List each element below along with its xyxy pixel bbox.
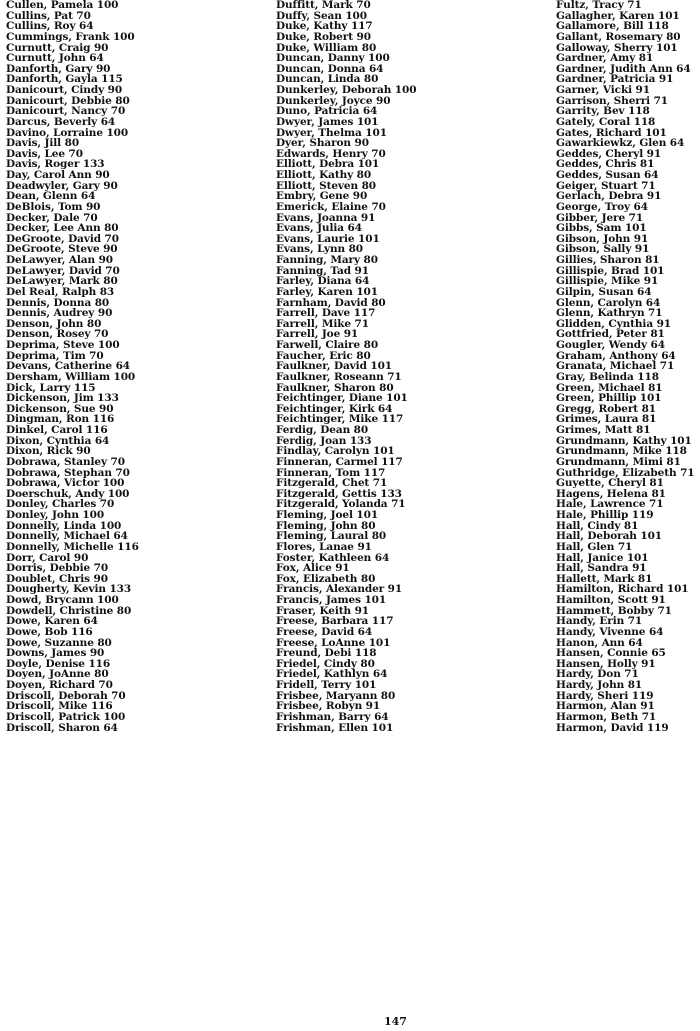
index-entry: Dorr, Carol 90 [6, 551, 89, 564]
index-entry: Hall, Glen 71 [556, 540, 633, 553]
index-entry: Guthridge, Elizabeth 71 [556, 466, 695, 479]
index-entry: Danicourt, Debbie 80 [6, 94, 130, 107]
index-entry: DeGroote, Steve 90 [6, 243, 118, 256]
index-entry: Cullins, Pat 70 [6, 9, 91, 22]
index-entry: Duno, Patricia 64 [276, 105, 378, 118]
index-entry: Edwards, Henry 70 [276, 147, 386, 160]
index-entry: Duffy, Sean 100 [276, 9, 367, 22]
index-entry: Dwyer, James 101 [276, 115, 379, 128]
index-entry: Freese, LoAnne 101 [276, 636, 391, 649]
index-entry: Gougler, Wendy 64 [556, 339, 665, 351]
index-entry: Granata, Michael 71 [556, 360, 675, 373]
index-entry: Findlay, Carolyn 101 [276, 445, 395, 458]
index-entry: Dobrawa, Stanley 70 [6, 455, 125, 468]
index-entry: Gillispie, Brad 101 [556, 264, 665, 277]
index-entry: Deadwyler, Gary 90 [6, 179, 118, 192]
index-entry: Glidden, Cynthia 91 [556, 317, 671, 330]
index-entry: Doublet, Chris 90 [6, 572, 108, 585]
index-entry: DeLawyer, Alan 90 [6, 254, 114, 266]
index-entry: Decker, Lee Ann 80 [6, 222, 119, 235]
index-entry: Doerschuk, Andy 100 [6, 487, 130, 500]
index-entry: Fultz, Tracy 71 [556, 0, 642, 11]
index-entry: Feichtinger, Kirk 64 [276, 402, 393, 415]
index-entry: Frishman, Ellen 101 [276, 721, 394, 734]
index-entry: Fox, Elizabeth 80 [276, 572, 376, 585]
index-entry: Dennis, Audrey 90 [6, 307, 113, 320]
index-entry: Curnutt, John 64 [6, 52, 104, 65]
index-entry: Friedel, Cindy 80 [276, 657, 375, 670]
index-entry: Driscoll, Sharon 64 [6, 721, 118, 734]
index-entry: Fitzgerald, Chet 71 [276, 477, 388, 490]
index-entry: Hardy, Don 71 [556, 668, 639, 681]
index-entry: Geddes, Susan 64 [556, 169, 659, 181]
index-entry: Harmon, Beth 71 [556, 710, 657, 723]
index-entry: Glenn, Kathryn 71 [556, 307, 663, 320]
index-entry: Graham, Anthony 64 [556, 349, 676, 362]
index-entry: Garner, Vicki 91 [556, 84, 650, 96]
index-entry: Frisbee, Robyn 91 [276, 700, 381, 713]
index-entry: Hanon, Ann 64 [556, 636, 643, 649]
index-entry: Freese, Barbara 117 [276, 615, 394, 628]
index-entry: Gallamore, Bill 118 [556, 20, 669, 33]
index-entry: Farrell, Dave 117 [276, 307, 376, 320]
index-entry: Hallett, Mark 81 [556, 572, 653, 585]
index-entry: Ferdig, Dean 80 [276, 424, 369, 436]
index-entry: Duke, Kathy 117 [276, 20, 373, 33]
index-entry: Gawarkiewkz, Glen 64 [556, 137, 685, 150]
index-entry: DeBlois, Tom 90 [6, 200, 101, 213]
index-entry: Hale, Lawrence 71 [556, 498, 664, 511]
index-entry: Geddes, Cheryl 91 [556, 147, 662, 160]
index-entry: Gallant, Rosemary 80 [556, 30, 681, 43]
index-entry: Hamilton, Richard 101 [556, 583, 689, 596]
index-entry: Grimes, Laura 81 [556, 413, 657, 426]
index-entry: Dowe, Suzanne 80 [6, 636, 112, 649]
index-entry: Dowe, Bob 116 [6, 625, 93, 638]
index-entry: Del Real, Ralph 83 [6, 285, 115, 298]
page-number: 147 [384, 1015, 407, 1028]
index-entry: Geiger, Stuart 71 [556, 179, 656, 192]
index-entry: Gibson, Sally 91 [556, 243, 650, 256]
index-entry: Duke, Robert 90 [276, 30, 371, 43]
index-entry: Frishman, Barry 64 [276, 710, 389, 723]
index-entry: Faucher, Eric 80 [276, 349, 371, 362]
index-entry: Dinkel, Carol 116 [6, 424, 108, 436]
index-entry: Hansen, Connie 65 [556, 647, 666, 660]
index-entry: Dobrawa, Victor 100 [6, 477, 125, 490]
index-entry: Donley, Charles 70 [6, 498, 115, 511]
index-entry: Finneran, Tom 117 [276, 466, 386, 479]
index-entry: Gallagher, Karen 101 [556, 9, 680, 22]
index-entry: Dersham, William 100 [6, 370, 136, 383]
index-entry: Francis, Alexander 91 [276, 583, 403, 596]
index-entry: Ferdig, Joan 133 [276, 434, 372, 447]
index-entry: Donnelly, Michelle 116 [6, 540, 139, 553]
index-entry: Hagens, Helena 81 [556, 487, 666, 500]
index-entry: Dunkerley, Deborah 100 [276, 84, 417, 96]
index-entry: Fitzgerald, Yolanda 71 [276, 498, 406, 511]
index-entry: Elliott, Steven 80 [276, 179, 376, 192]
index-entry: Davis, Lee 70 [6, 147, 83, 160]
index-entry: Dickenson, Jim 133 [6, 392, 119, 405]
index-entry: DeLawyer, Mark 80 [6, 275, 118, 288]
index-entry: Farley, Karen 101 [276, 285, 378, 298]
index-entry: Gilpin, Susan 64 [556, 285, 652, 298]
index-entry: Dennis, Donna 80 [6, 296, 110, 309]
index-entry: Embry, Gene 90 [276, 190, 368, 203]
index-entry: Decker, Dale 70 [6, 211, 98, 224]
index-entry: Duffitt, Mark 70 [276, 0, 371, 11]
index-entry: Farnham, David 80 [276, 296, 386, 309]
index-entry: Gregg, Robert 81 [556, 402, 656, 415]
index-entry: Farley, Diana 64 [276, 275, 370, 288]
index-entry: Glenn, Carolyn 64 [556, 296, 661, 309]
index-entry: Green, Michael 81 [556, 381, 663, 394]
index-entry: Farrell, Mike 71 [276, 317, 369, 330]
index-entry: Friedel, Kathlyn 64 [276, 668, 388, 681]
index-entry: Danforth, Gayla 115 [6, 73, 123, 86]
index-entry: Dowd, Brycann 100 [6, 594, 119, 606]
index-entry: Cullins, Roy 64 [6, 20, 94, 33]
index-entry: Guyette, Cheryl 81 [556, 477, 664, 490]
index-entry: Hardy, Sheri 119 [556, 689, 654, 702]
index-entry: Grundmann, Mike 118 [556, 445, 687, 458]
index-entry: Harmon, Alan 91 [556, 700, 655, 713]
index-entry: Faulkner, Roseann 71 [276, 370, 402, 383]
index-entry: Gardner, Judith Ann 64 [556, 62, 691, 75]
index-entry: Fleming, Joel 101 [276, 509, 379, 521]
index-entry: Gray, Belinda 118 [556, 370, 659, 383]
index-entry: Dwyer, Thelma 101 [276, 126, 387, 139]
index-entry: Garrison, Sherri 71 [556, 94, 669, 107]
index-entry: Duncan, Danny 100 [276, 52, 390, 65]
index-entry: Fraser, Keith 91 [276, 604, 369, 617]
index-entry: Fanning, Mary 80 [276, 254, 378, 266]
index-entry: Driscoll, Deborah 70 [6, 689, 126, 702]
index-entry: Galloway, Sherry 101 [556, 41, 678, 54]
index-entry: Driscoll, Patrick 100 [6, 710, 126, 723]
index-entry: Danforth, Gary 90 [6, 62, 111, 75]
index-entry: Fox, Alice 91 [276, 562, 350, 575]
index-entry: Gately, Coral 118 [556, 115, 656, 128]
name-column-2 [276, 0, 556, 733]
index-entry: Denson, Rosey 70 [6, 328, 109, 341]
index-entry: Hamilton, Scott 91 [556, 594, 666, 606]
index-entry: Danicourt, Cindy 90 [6, 84, 123, 96]
index-entry: Duke, William 80 [276, 41, 377, 54]
index-entry: Hall, Deborah 101 [556, 530, 662, 543]
index-entry: Davis, Jill 80 [6, 137, 80, 150]
index-entry: Curnutt, Craig 90 [6, 41, 109, 54]
index-entry: Gillispie, Mike 91 [556, 275, 659, 288]
index-entry: Deprima, Steve 100 [6, 339, 120, 351]
index-entry: Elliott, Debra 101 [276, 158, 380, 171]
index-entry: Emerick, Elaine 70 [276, 200, 386, 213]
index-entry: Dowe, Karen 64 [6, 615, 98, 628]
index-entry: Feichtinger, Mike 117 [276, 413, 404, 426]
index-entry: Dingman, Ron 116 [6, 413, 115, 426]
index-entry: Garrity, Bev 118 [556, 105, 650, 118]
index-entry: Dick, Larry 115 [6, 381, 96, 394]
index-entry: Doyen, JoAnne 80 [6, 668, 109, 681]
index-entry: Evans, Julia 64 [276, 222, 362, 235]
index-entry: Freese, David 64 [276, 625, 373, 638]
index-entry: Hammett, Bobby 71 [556, 604, 672, 617]
index-entry: Evans, Lynn 80 [276, 243, 364, 256]
index-entry: Freund, Debi 118 [276, 647, 377, 660]
index-entry: Denson, John 80 [6, 317, 102, 330]
index-entry: Duncan, Donna 64 [276, 62, 384, 75]
index-entry: Driscoll, Mike 116 [6, 700, 113, 713]
index-entry: Grundmann, Kathy 101 [556, 434, 692, 447]
index-entry: Day, Carol Ann 90 [6, 169, 110, 181]
index-entry: Dobrawa, Stephan 70 [6, 466, 130, 479]
index-entry: Hansen, Holly 91 [556, 657, 656, 670]
index-entry: DeLawyer, David 70 [6, 264, 120, 277]
index-entry: Dorris, Debbie 70 [6, 562, 109, 575]
index-entry: Geddes, Chris 81 [556, 158, 655, 171]
index-entry: Gottfried, Peter 81 [556, 328, 665, 341]
index-entry: Davino, Lorraine 100 [6, 126, 129, 139]
index-entry: Foster, Kathleen 64 [276, 551, 390, 564]
index-entry: Gibber, Jere 71 [556, 211, 644, 224]
index-entry: Fridell, Terry 101 [276, 679, 377, 691]
index-entry: Hardy, John 81 [556, 679, 643, 691]
index-entry: Evans, Joanna 91 [276, 211, 376, 224]
index-entry: Dowdell, Christine 80 [6, 604, 132, 617]
index-entry: Dougherty, Kevin 133 [6, 583, 132, 596]
index-entry: Farwell, Claire 80 [276, 339, 379, 351]
index-entry: Fleming, John 80 [276, 519, 376, 532]
index-entry: Gardner, Amy 81 [556, 52, 654, 65]
index-entry: Donnelly, Michael 64 [6, 530, 128, 543]
index-entry: Donley, John 100 [6, 509, 105, 521]
index-entry: Fleming, Laural 80 [276, 530, 387, 543]
index-entry: Harmon, David 119 [556, 721, 669, 734]
index-entry: Cullen, Pamela 100 [6, 0, 119, 11]
index-entry: Doyen, Richard 70 [6, 679, 113, 691]
index-entry: Handy, Vivenne 64 [556, 625, 664, 638]
index-entry: Gardner, Patricia 91 [556, 73, 674, 86]
index-entry: Francis, James 101 [276, 594, 387, 606]
name-column-1 [6, 0, 276, 733]
index-entry: Hall, Janice 101 [556, 551, 649, 564]
index-entry: Doyle, Denise 116 [6, 657, 111, 670]
index-entry: Farrell, Joe 91 [276, 328, 359, 341]
index-entry: Hall, Sandra 91 [556, 562, 647, 575]
index-entry: DeGroote, David 70 [6, 232, 119, 245]
index-entry: Faulkner, David 101 [276, 360, 392, 373]
index-entry: Gibbs, Sam 101 [556, 222, 647, 235]
index-entry: Gates, Richard 101 [556, 126, 667, 139]
index-entry: Faulkner, Sharon 80 [276, 381, 394, 394]
index-entry: Dunkerley, Joyce 90 [276, 94, 391, 107]
index-entry: Flores, Lanae 91 [276, 540, 372, 553]
index-entry: Hale, Phillip 119 [556, 509, 654, 521]
index-entry: Fanning, Tad 91 [276, 264, 369, 277]
name-column-3 [556, 0, 700, 733]
index-entry: Grundmann, Mimi 81 [556, 455, 681, 468]
index-entry: Grimes, Matt 81 [556, 424, 651, 436]
index-entry: Dixon, Cynthia 64 [6, 434, 110, 447]
index-entry: Finneran, Carmel 117 [276, 455, 403, 468]
index-entry: Gillies, Sharon 81 [556, 254, 660, 266]
index-entry: Frisbee, Maryann 80 [276, 689, 396, 702]
index-entry: Handy, Erin 71 [556, 615, 643, 628]
index-entry: Davis, Roger 133 [6, 158, 105, 171]
index-entry: Fitzgerald, Gettis 133 [276, 487, 402, 500]
index-entry: Darcus, Beverly 64 [6, 115, 116, 128]
index-entry: Cummings, Frank 100 [6, 30, 135, 43]
index-entry: Dyer, Sharon 90 [276, 137, 369, 150]
index-entry: Dean, Glenn 64 [6, 190, 96, 203]
index-entry: Evans, Laurie 101 [276, 232, 380, 245]
index-entry: Downs, James 90 [6, 647, 105, 660]
index-entry: Elliott, Kathy 80 [276, 169, 372, 181]
index-entry: Devans, Catherine 64 [6, 360, 130, 373]
index-entry: Gibson, John 91 [556, 232, 649, 245]
index-entry: Dickenson, Sue 90 [6, 402, 114, 415]
index-entry: Green, Phillip 101 [556, 392, 662, 405]
index-entry: Gerlach, Debra 91 [556, 190, 662, 203]
index-entry: George, Troy 64 [556, 200, 648, 213]
index-entry: Dixon, Rick 90 [6, 445, 91, 458]
index-entry: Danicourt, Nancy 70 [6, 105, 126, 118]
index-entry: Deprima, Tim 70 [6, 349, 104, 362]
index-entry: Hall, Cindy 81 [556, 519, 639, 532]
index-entry: Donnelly, Linda 100 [6, 519, 122, 532]
index-entry: Feichtinger, Diane 101 [276, 392, 408, 405]
index-entry: Duncan, Linda 80 [276, 73, 379, 86]
